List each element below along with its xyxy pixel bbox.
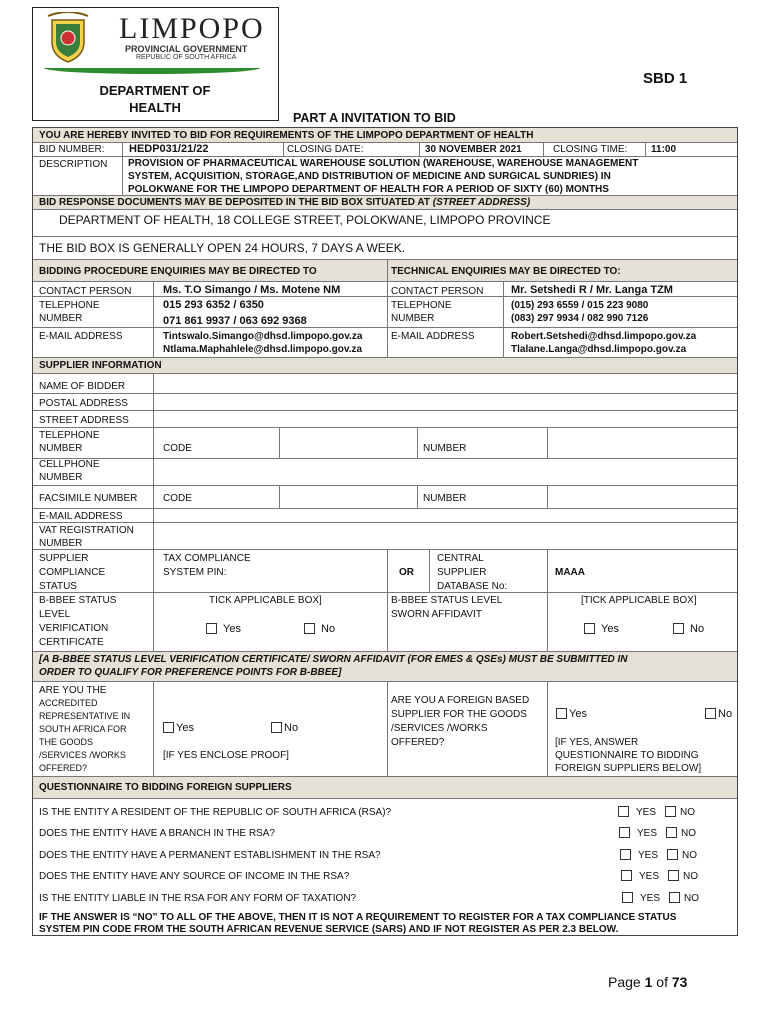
description-label: DESCRIPTION [39,159,108,170]
foreign-supplier-label: OFFERED? [391,737,445,748]
invite-text: YOU ARE HEREBY INVITED TO BID FOR REQUIREMENTS OF THE LIMPOPO DEPARTMENT OF HEALTH [39,130,534,141]
no-label: NO [681,828,696,839]
bid-number-label: BID NUMBER: [39,144,105,155]
closing-time-label: CLOSING TIME: [553,144,628,155]
email-label: E-MAIL ADDRESS [391,331,475,342]
accredited-label: REPRESENTATIVE IN [39,711,131,721]
yes-label: Yes [601,623,619,635]
question-branch: DOES THE ENTITY HAVE A BRANCH IN THE RSA? [39,828,275,839]
name-of-bidder-label: NAME OF BIDDER [39,381,126,392]
maaa-prefix: MAAA [555,567,585,578]
foreign-supplier-label: /SERVICES /WORKS [391,723,488,734]
accredited-label: ACCREDITED [39,698,98,708]
taxation-no-checkbox[interactable] [669,892,680,903]
vat-label: NUMBER [39,538,83,549]
bbbee-cert-label: B-BBEE STATUS [39,595,117,606]
foreign-answer-note: FOREIGN SUPPLIERS BELOW] [555,763,702,774]
code-label: CODE [163,493,192,504]
bbbee-note: [A B-BBEE STATUS LEVEL VERIFICATION CERTIFICATE/ SWORN AFFIDAVIT (FOR EMES & QSEs) MUST BE SUBMITTED IN [39,654,628,665]
contact-person-label: CONTACT PERSON [39,286,132,297]
accredited-label: SOUTH AFRICA FOR [39,724,127,734]
telephone-label: NUMBER [39,313,83,324]
supplier-info-heading: SUPPLIER INFORMATION [39,360,162,371]
questionnaire-footnote: SYSTEM PIN CODE FROM THE SOUTH AFRICAN REVENUE SERVICE (SARS) AND IF NOT REGISTER AS PER 2.3 BELOW. [39,924,619,935]
technical-enquiries-heading: TECHNICAL ENQUIRIES MAY BE DIRECTED TO: [391,266,621,277]
foreign-answer-note: QUESTIONNAIRE TO BIDDING [555,750,699,761]
cellphone-label: NUMBER [39,472,83,483]
yes-label: Yes [569,708,587,720]
yes-label: YES [636,807,657,818]
technical-telephone: (015) 293 6559 / 015 223 9080 [511,300,649,311]
vat-label: VAT REGISTRATION [39,525,134,536]
number-label: NUMBER [423,493,467,504]
bidding-contact: Ms. T.O Simango / Ms. Motene NM [163,284,341,296]
csd-label: DATABASE No: [437,581,508,592]
yes-label: Yes [176,722,194,734]
deposit-address: DEPARTMENT OF HEALTH, 18 COLLEGE STREET, POLOKWANE, LIMPOPO PROVINCE [59,213,551,227]
description-line: SYSTEM, ACQUISITION, STORAGE,AND DISTRIBUTION OF MEDICINE AND SURGICAL SUNDRIES) IN [128,171,611,182]
bbbee-affidavit-label: SWORN AFFIDAVIT [391,609,482,620]
telephone-label: TELEPHONE [39,430,100,441]
no-label: No [321,623,336,635]
postal-address-label: POSTAL ADDRESS [39,398,128,409]
question-taxation: IS THE ENTITY LIABLE IN THE RSA FOR ANY FORM OF TAXATION? [39,893,357,904]
deposit-heading: BID RESPONSE DOCUMENTS MAY BE DEPOSITED IN THE BID BOX SITUATED AT (STREET ADDRESS) [39,197,531,208]
bid-box-hours: THE BID BOX IS GENERALLY OPEN 24 HOURS, 7 DAYS A WEEK. [39,241,406,255]
foreign-no-checkbox[interactable] [705,708,716,719]
bidding-telephone: 015 293 6352 / 6350 [163,299,264,311]
yes-label: YES [638,850,659,861]
technical-telephone: (083) 297 9934 / 082 990 7126 [511,313,649,324]
accredited-label: OFFERED? [39,763,88,773]
telephone-label: NUMBER [391,313,435,324]
bidding-email[interactable]: Tintswalo.Simango@dhsd.limpopo.gov.za [163,331,363,342]
foreign-yes-checkbox[interactable] [556,708,567,719]
bidding-telephone: 071 861 9937 / 063 692 9368 [163,315,307,327]
yes-label: YES [640,893,661,904]
cellphone-label: CELLPHONE [39,459,100,470]
no-label: No [690,623,705,635]
question-income: DOES THE ENTITY HAVE ANY SOURCE OF INCOME IN THE RSA? [39,871,350,882]
questionnaire-footnote: IF THE ANSWER IS “NO” TO ALL OF THE ABOVE, THEN IT IS NOT A REQUIREMENT TO REGISTER FOR A TAX COMPLIANCE STATUS [39,912,677,923]
accredited-label: THE GOODS [39,737,94,747]
resident-no-checkbox[interactable] [665,806,676,817]
bid-form [32,127,738,936]
bbbee-note: ORDER TO QUALIFY FOR PREFERENCE POINTS FOR B-BBEE] [39,667,342,678]
questionnaire-heading: QUESTIONNAIRE TO BIDDING FOREIGN SUPPLIERS [39,782,292,793]
question-resident: IS THE ENTITY A RESIDENT OF THE REPUBLIC OF SOUTH AFRICA (RSA)? [39,807,392,818]
technical-email[interactable]: Robert.Setshedi@dhsd.limpopo.gov.za [511,331,697,342]
form-code: SBD 1 [643,70,688,87]
code-label: CODE [163,443,192,454]
bidding-email[interactable]: Ntlama.Maphahlele@dhsd.limpopo.gov.za [163,344,363,355]
description-line: PROVISION OF PHARMACEUTICAL WAREHOUSE SOLUTION (WAREHOUSE, WAREHOUSE MANAGEMENT [128,158,639,169]
no-label: NO [680,807,695,818]
email-label: E-MAIL ADDRESS [39,511,123,522]
establishment-yes-checkbox[interactable] [620,849,631,860]
logo-title: LIMPOPO [119,12,265,45]
bbbee-affidavit-no-checkbox[interactable] [673,623,684,634]
foreign-supplier-label: ARE YOU A FOREIGN BASED [391,695,530,706]
yes-label: YES [637,828,658,839]
branch-no-checkbox[interactable] [666,827,677,838]
taxation-yes-checkbox[interactable] [622,892,633,903]
part-title: PART A INVITATION TO BID [293,111,456,125]
branch-yes-checkbox[interactable] [619,827,630,838]
no-label: NO [682,850,697,861]
enclose-proof-note: [IF YES ENCLOSE PROOF] [163,750,289,761]
or-label: OR [399,567,414,578]
tax-pin-label: SYSTEM PIN: [163,567,227,578]
bbbee-cert-yes-checkbox[interactable] [206,623,217,634]
accredited-yes-checkbox[interactable] [163,722,174,733]
fax-label: FACSIMILE NUMBER [39,493,138,504]
description-line: POLOKWANE FOR THE LIMPOPO DEPARTMENT OF HEALTH FOR A PERIOD OF SIXTY (60) MONTHS [128,184,609,195]
bbbee-affidavit-yes-checkbox[interactable] [584,623,595,634]
telephone-label: NUMBER [39,443,83,454]
bbbee-cert-no-checkbox[interactable] [304,623,315,634]
telephone-label: TELEPHONE [39,300,100,311]
compliance-label: COMPLIANCE [39,567,106,578]
establishment-no-checkbox[interactable] [667,849,678,860]
email-label: E-MAIL ADDRESS [39,331,123,342]
accredited-no-checkbox[interactable] [271,722,282,733]
department-name: DEPARTMENT OF HEALTH [99,83,211,115]
csd-label: SUPPLIER [437,567,487,578]
contact-person-label: CONTACT PERSON [391,286,484,297]
page-indicator: Page 1 of 73 [608,974,688,990]
resident-yes-checkbox[interactable] [618,806,629,817]
logo-country: REPUBLIC OF SOUTH AFRICA [136,54,237,61]
bbbee-cert-label: LEVEL [39,609,71,620]
technical-contact: Mr. Setshedi R / Mr. Langa TZM [511,284,673,296]
coat-of-arms-icon [44,12,92,64]
foreign-answer-note: [IF YES, ANSWER [555,737,639,748]
bid-number-value: HEDP031/21/22 [129,143,209,155]
no-label: NO [683,871,698,882]
tick-instruction: [TICK APPLICABLE BOX] [581,595,697,606]
tick-instruction: TICK APPLICABLE BOX] [209,595,322,606]
telephone-label: TELEPHONE [391,300,452,311]
no-label: No [718,708,733,720]
bidding-enquiries-heading: BIDDING PROCEDURE ENQUIRIES MAY BE DIRECTED TO [39,266,317,277]
closing-date-value: 30 NOVEMBER 2021 [425,144,522,155]
bbbee-cert-label: CERTIFICATE [39,637,104,648]
accredited-label: /SERVICES /WORKS [39,750,126,760]
bbbee-affidavit-label: B-BBEE STATUS LEVEL [391,595,503,606]
csd-label: CENTRAL [437,553,484,564]
income-no-checkbox[interactable] [668,870,679,881]
technical-email[interactable]: Tlalane.Langa@dhsd.limpopo.gov.za [511,344,687,355]
no-label: NO [684,893,699,904]
yes-label: YES [639,871,660,882]
closing-time-value: 11:00 [651,144,677,155]
compliance-label: SUPPLIER [39,553,89,564]
no-label: No [284,722,299,734]
tax-pin-label: TAX COMPLIANCE [163,553,251,564]
street-address-label: STREET ADDRESS [39,415,129,426]
closing-date-label: CLOSING DATE: [287,144,364,155]
bbbee-cert-label: VERIFICATION [39,623,109,634]
yes-label: Yes [223,623,241,635]
number-label: NUMBER [423,443,467,454]
question-permanent-establishment: DOES THE ENTITY HAVE A PERMANENT ESTABLISHMENT IN THE RSA? [39,850,381,861]
income-yes-checkbox[interactable] [621,870,632,881]
accredited-label: ARE YOU THE [39,685,107,696]
compliance-label: STATUS [39,581,77,592]
foreign-supplier-label: SUPPLIER FOR THE GOODS [391,709,527,720]
logo-subtitle: PROVINCIAL GOVERNMENT [125,44,248,54]
